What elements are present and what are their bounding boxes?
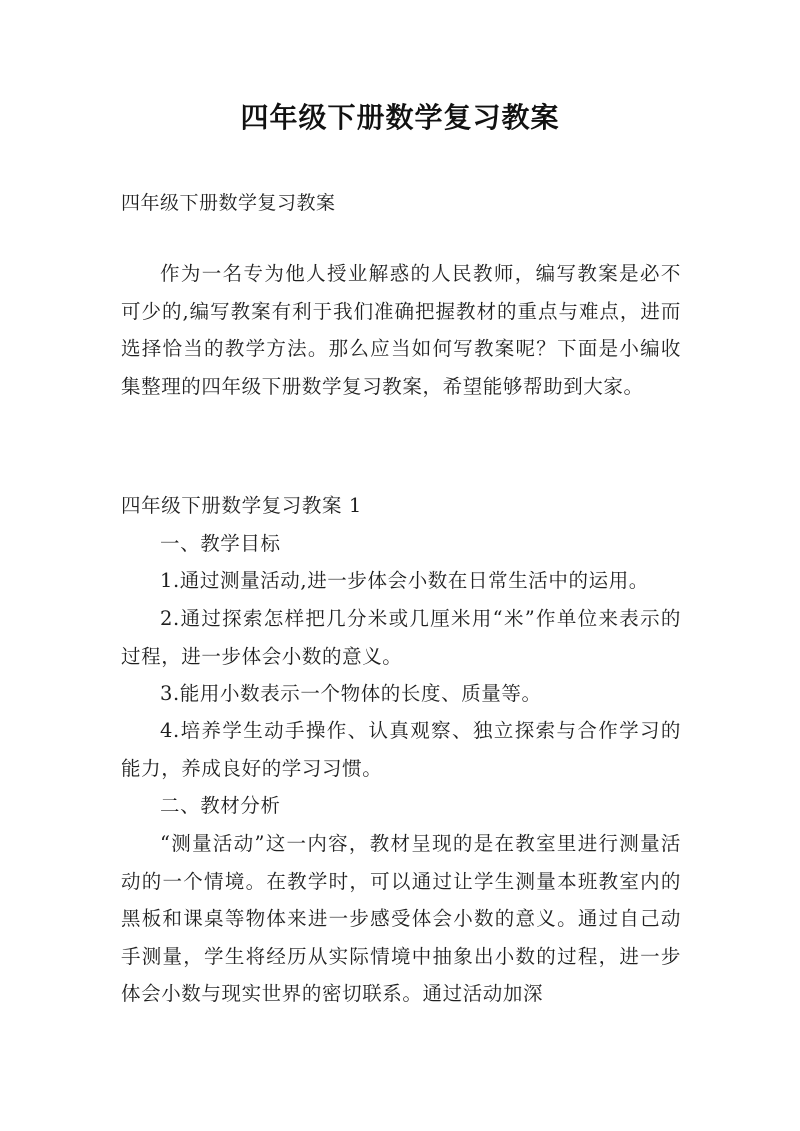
intro-paragraph: 作为一名专为他人授业解惑的人民教师，编写教案是必不可少的,编写教案有利于我们准确把握教材的重点与难点，进而选择恰当的教学方法。那么应当如何写教案呢？下面是小编收集整理的四年级下册数学复习教案，希望能够帮助到大家。 (121, 262, 681, 398)
goal-item-2: 2.通过探索怎样把几分米或几厘米用“米”作单位来表示的过程，进一步体会小数的意义。 (121, 607, 681, 668)
goal-item-3: 3.能用小数表示一个物体的长度、质量等。 (160, 682, 542, 705)
material-paragraph: “测量活动”这一内容，教材呈现的是在教室里进行测量活动的一个情境。在教学时，可以通过让学生测量本班教室内的黑板和课桌等物体来进一步感受体会小数的意义。通过自己动手测量，学生将经历从实际情境中抽象出小数的过程，进一步体会小数与现实世界的密切联系。通过活动加深 (121, 832, 681, 1005)
section-title: 四年级下册数学复习教案 1 (121, 494, 362, 517)
document-subtitle: 四年级下册数学复习教案 (121, 192, 336, 214)
goals-heading: 一、教学目标 (160, 532, 281, 555)
material-heading: 二、教材分析 (160, 794, 281, 817)
document-title: 四年级下册数学复习教案 (240, 101, 560, 134)
goal-item-4: 4.培养学生动手操作、认真观察、独立探索与合作学习的能力，养成良好的学习习惯。 (121, 719, 681, 780)
goal-item-1: 1.通过测量活动,进一步体会小数在日常生活中的运用。 (160, 569, 649, 592)
